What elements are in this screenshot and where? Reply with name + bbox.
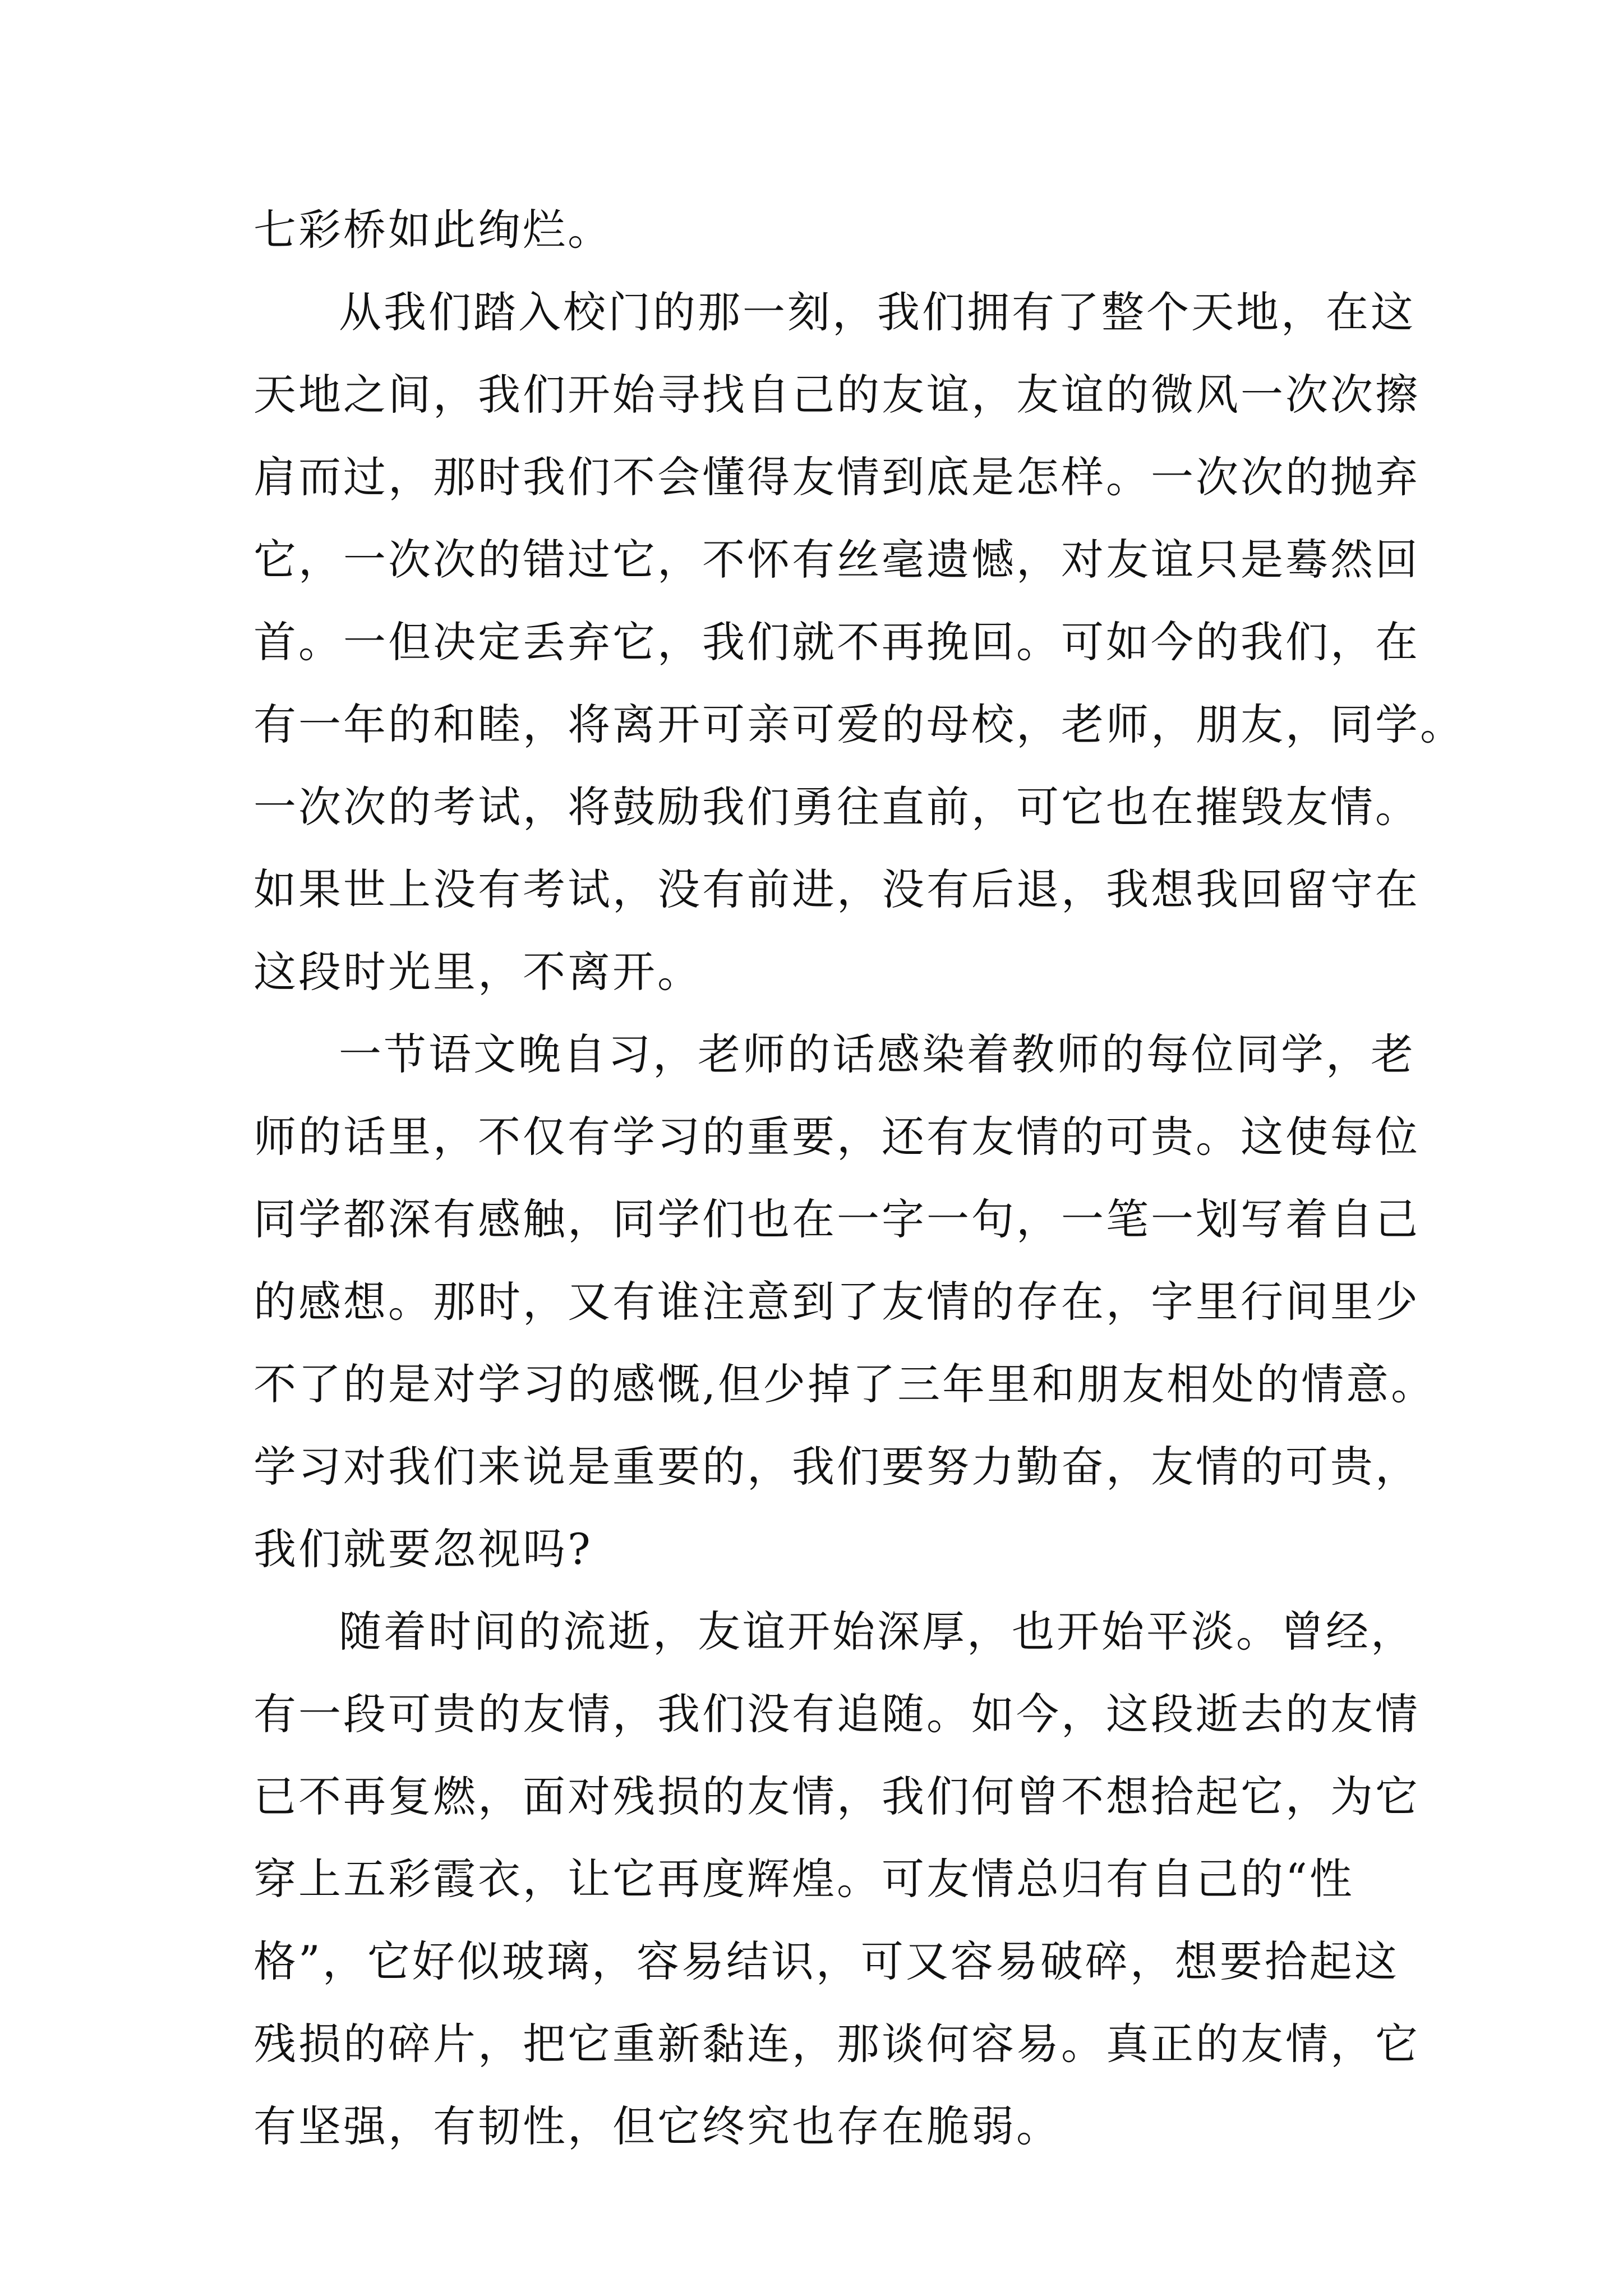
- text-line: 有一年的和睦，将离开可亲可爱的母校，老师，朋友，同学。: [253, 700, 1465, 749]
- text-line: 学习对我们来说是重要的，我们要努力勤奋，友情的可贵，: [253, 1442, 1420, 1492]
- text-line: 我们就要忽视吗?: [253, 1524, 593, 1574]
- text-line: 七彩桥如此绚烂。: [253, 205, 612, 255]
- text-line: 这段时光里，不离开。: [253, 947, 702, 997]
- text-line: 有坚强，有韧性，但它终究也存在脆弱。: [253, 2101, 1061, 2151]
- text-line: 一次次的考试，将鼓励我们勇往直前，可它也在摧毁友情。: [253, 782, 1420, 832]
- text-line: 残损的碎片，把它重新黏连，那谈何容易。真正的友情，它: [253, 2019, 1420, 2069]
- paragraph-first-line: 随着时间的流逝，友谊开始深厚，也开始平淡。曾经，: [339, 1607, 1415, 1657]
- text-line: 肩而过，那时我们不会懂得友情到底是怎样。一次次的抛弃: [253, 452, 1420, 502]
- text-line: 的感想。那时，又有谁注意到了友情的存在，字里行间里少: [253, 1277, 1420, 1327]
- text-line: 不了的是对学习的感慨,但少掉了三年里和朋友相处的情意。: [253, 1359, 1436, 1409]
- text-line: 已不再复燃，面对残损的友情，我们何曾不想拾起它，为它: [253, 1772, 1420, 1821]
- paragraph-first-line: 从我们踏入校门的那一刻，我们拥有了整个天地，在这: [339, 287, 1415, 337]
- text-line: 穿上五彩霞衣，让它再度辉煌。可友情总归有自己的“性: [253, 1854, 1354, 1904]
- text-line: 首。一但决定丢弃它，我们就不再挽回。可如今的我们，在: [253, 617, 1420, 667]
- text-line: 如果世上没有考试，没有前进，没有后退，我想我回留守在: [253, 864, 1420, 914]
- text-line: 格”，它好似玻璃，容易结识，可又容易破碎，想要拾起这: [253, 1936, 1399, 1986]
- text-line: 同学都深有感触，同学们也在一字一句，一笔一划写着自己: [253, 1194, 1420, 1244]
- text-line: 师的话里，不仅有学习的重要，还有友情的可贵。这使每位: [253, 1112, 1420, 1162]
- text-line: 它，一次次的错过它，不怀有丝毫遗憾，对友谊只是蓦然回: [253, 535, 1420, 585]
- text-line: 天地之间，我们开始寻找自己的友谊，友谊的微风一次次擦: [253, 370, 1420, 420]
- paragraph-first-line: 一节语文晚自习，老师的话感染着教师的每位同学，老: [339, 1029, 1415, 1079]
- text-line: 有一段可贵的友情，我们没有追随。如今，这段逝去的友情: [253, 1689, 1420, 1739]
